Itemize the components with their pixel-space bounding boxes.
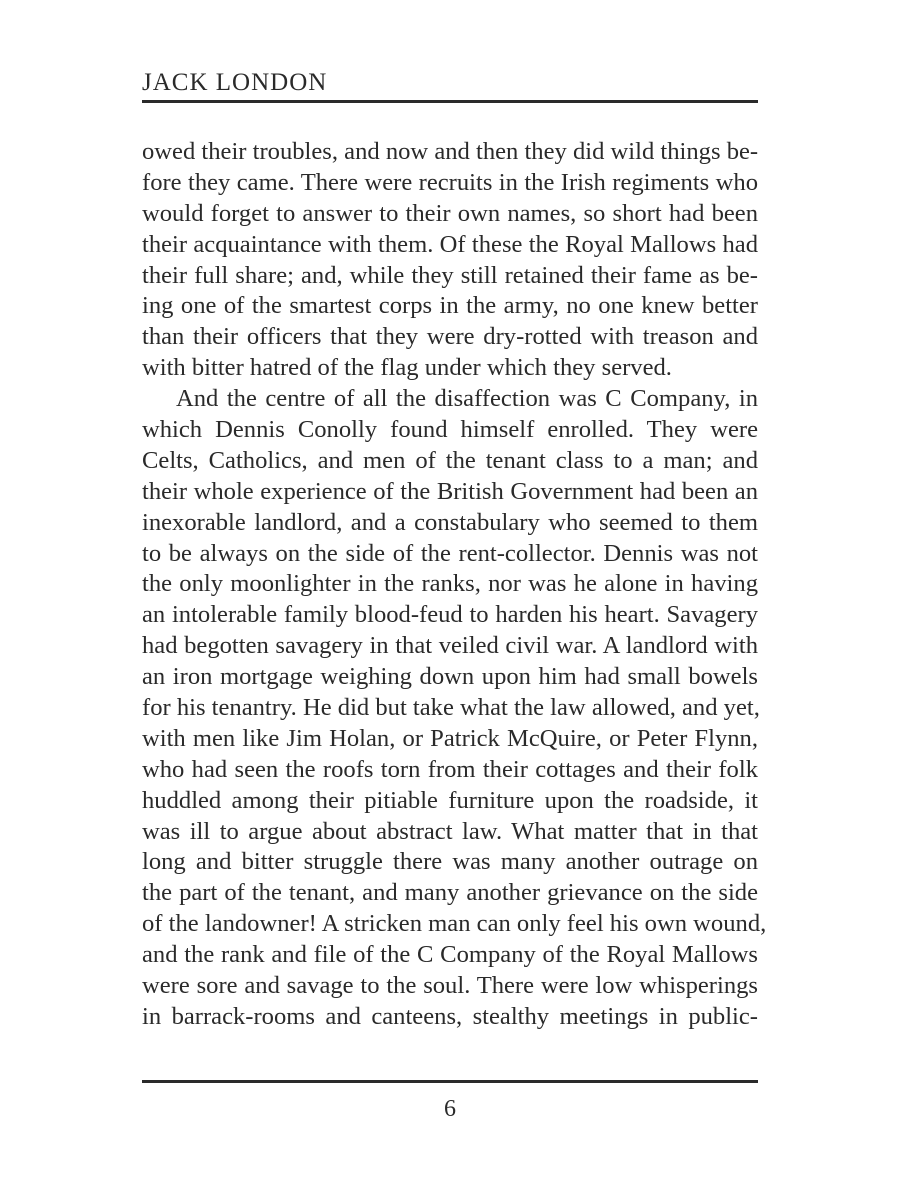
paragraph-start-line: And the centre of all the disaffection was C Company, in — [176, 385, 758, 413]
text-line: who had seen the roofs torn from their cottages and their folk — [142, 755, 758, 783]
text-line: the only moonlighter in the ranks, nor was he alone in having — [142, 570, 758, 598]
running-head: JACK LONDON — [142, 69, 328, 96]
text-line: fore they came. There were recruits in the Irish regiments who — [142, 168, 758, 196]
text-line: of the landowner! A stricken man can only feel his own wound, — [142, 910, 767, 938]
text-line: than their officers that they were dry-rotted with treason and — [142, 323, 758, 351]
text-line: which Dennis Conolly found himself enrolled. They were — [142, 416, 758, 444]
text-line: and the rank and file of the C Company of the Royal Mallows — [142, 941, 758, 969]
text-line: long and bitter struggle there was many another outrage on — [142, 848, 758, 876]
text-line: inexorable landlord, and a constabulary who seemed to them — [142, 508, 758, 536]
text-line: in barrack-rooms and canteens, stealthy meetings in public- — [142, 1002, 758, 1030]
text-line: had begotten savagery in that veiled civil war. A landlord with — [142, 632, 758, 660]
paragraph-end-line: with bitter hatred of the flag under which they served. — [142, 354, 672, 382]
text-line: Celts, Catholics, and men of the tenant class to a man; and — [142, 446, 758, 474]
text-line: owed their troubles, and now and then they did wild things be- — [142, 138, 759, 165]
text-line: for his tenantry. He did but take what the law allowed, and yet, — [142, 694, 760, 722]
text-line: with men like Jim Holan, or Patrick McQuire, or Peter Flynn, — [142, 724, 758, 752]
text-line: their full share; and, while they still retained their fame as be- — [142, 261, 758, 289]
header-rule — [142, 100, 758, 103]
text-line: their acquaintance with them. Of these the Royal Mallows had — [142, 230, 758, 258]
text-line: were sore and savage to the soul. There were low whisperings — [142, 972, 758, 1000]
text-line: an intolerable family blood-feud to harden his heart. Savagery — [142, 601, 758, 629]
text-line: huddled among their pitiable furniture upon the roadside, it — [142, 786, 758, 814]
text-line: to be always on the side of the rent-collector. Dennis was not — [142, 539, 758, 567]
text-line: ing one of the smartest corps in the army, no one knew better — [142, 292, 758, 320]
text-line: their whole experience of the British Government had been an — [142, 477, 758, 505]
body-text — [142, 137, 767, 1033]
page-number: 6 — [444, 1096, 456, 1122]
text-line: would forget to answer to their own names, so short had been — [142, 199, 758, 227]
text-line: was ill to argue about abstract law. What matter that in that — [142, 817, 758, 845]
footer-rule — [142, 1080, 758, 1083]
text-line: the part of the tenant, and many another grievance on the side — [142, 879, 758, 907]
text-line: an iron mortgage weighing down upon him had small bowels — [142, 663, 758, 691]
